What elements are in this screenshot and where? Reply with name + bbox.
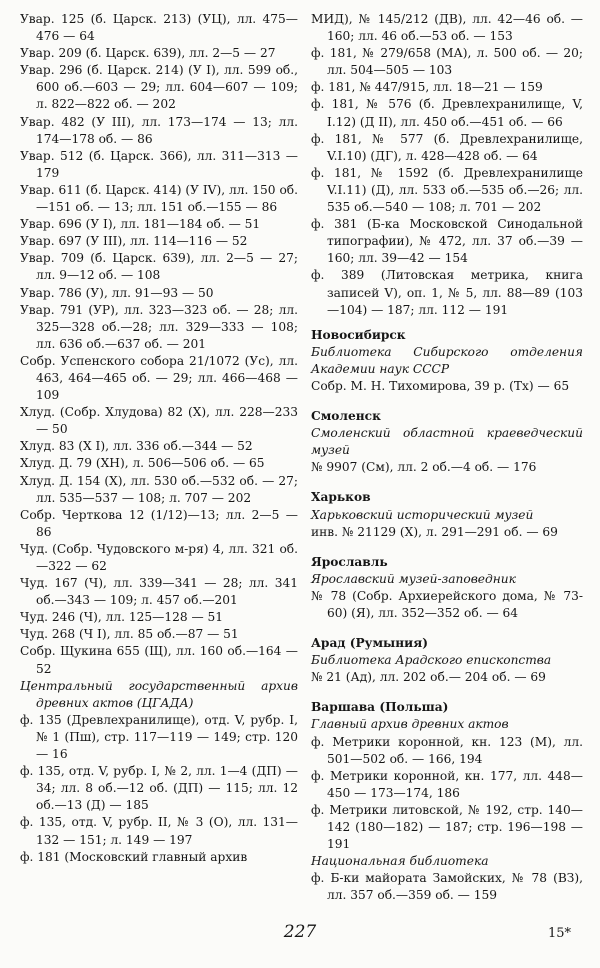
index-entry: Хлуд. Д. 154 (Х), лл. 530 об.—532 об. — 27; лл. 535—537 — 108; л. 707 — 202 [20, 473, 298, 505]
index-entry: Чуд. 268 (Ч I), лл. 85 об.—87 — 51 [20, 627, 239, 642]
index-entry: № 9907 (См), лл. 2 об.—4 об. — 176 [311, 460, 537, 475]
index-entry: Увар. 125 (б. Царск. 213) (УЦ), лл. 475—476 — 64 [20, 12, 298, 44]
index-entry: ф. 181, № 576 (б. Древлехранилище, V, I.12) (Д II), лл. 450 об.—451 об. — 66 [311, 97, 583, 129]
index-entry: Увар. 697 (У III), лл. 114—116 — 52 [20, 234, 248, 249]
city-section [311, 699, 583, 904]
index-entry: ф. 135, отд. V, рубр. II, № 3 (О), лл. 131—132 — 151; л. 149 — 197 [20, 815, 298, 847]
index-entry: ф. 381 (Б-ка Московской Синодальной типографии), № 472, лл. 37 об.—39 — 160; лл. 39—42 — 154 [311, 217, 583, 266]
index-entry: ф. 181, № 577 (б. Древлехранилище, V.I.10) (ДГ), л. 428—428 об. — 64 [311, 131, 583, 163]
index-entry: Собр. М. Н. Тихомирова, 39 р. (Тх) — 65 [311, 378, 570, 393]
city-section [311, 408, 583, 476]
index-entry: Увар. 786 (У), лл. 91—93 — 50 [20, 285, 214, 300]
index-right-column [311, 11, 583, 905]
index-entry: Хлуд. Д. 79 (ХН), л. 506—506 об. — 65 [20, 456, 265, 471]
index-entry: ф. 181, № 1592 (б. Древлехранилище V.I.11) (Д), лл. 533 об.—535 об.—26; лл. 535 об.—540 — 108; л. 701 — 202 [311, 165, 583, 215]
index-entry: ф. Б-ки майората Замойских, № 78 (ВЗ), лл. 357 об.—359 об. — 159 [311, 871, 583, 903]
index-entry: ф. Метрики коронной, кн. 177, лл. 448—450 — 173—174, 186 [311, 768, 583, 800]
index-entry: ф. 389 (Литовская метрика, книга записей V), оп. 1, № 5, лл. 88—89 (103—104) — 187; лл. 112 — 191 [311, 268, 583, 317]
index-entry: Хлуд. (Собр. Хлудова) 82 (Х), лл. 228—233 — 50 [20, 405, 298, 437]
index-entry: ф. 135 (Древлехранилище), отд. V, рубр. I, № 1 (Пш), стр. 117—119 — 149; стр. 120 — 16 [20, 712, 298, 762]
city-heading: Новосибирск [311, 327, 406, 342]
city-section [311, 327, 583, 395]
index-entry: Собр. Черткова 12 (1/12)—13; лл. 2—5 — 86 [20, 507, 298, 539]
archive-entries [20, 712, 298, 866]
index-entry: МИД), № 145/212 (ДВ), лл. 42—46 об. — 160; лл. 46 об.—53 об. — 153 [311, 12, 583, 44]
index-entry: Чуд. (Собр. Чудовского м-ря) 4, лл. 321 об.—322 — 62 [20, 541, 298, 573]
city-section [311, 554, 583, 622]
index-entry: Увар. 611 (б. Царск. 414) (У IV), лл. 150 об.—151 об. — 13; лл. 151 об.—155 — 86 [20, 182, 298, 215]
city-section [311, 635, 583, 686]
city-section [311, 489, 583, 540]
library-name: Харьковский исторический музей [311, 507, 534, 522]
index-entry: Увар. 709 (б. Царск. 639), лл. 2—5 — 27; лл. 9—12 об. — 108 [20, 251, 298, 283]
index-entry: ф. 181, № 279/658 (МА), л. 500 об. — 20; лл. 504—505 — 103 [311, 46, 583, 78]
city-heading: Смоленск [311, 409, 381, 424]
library-name: Смоленский областной краеведческий музей [311, 426, 583, 458]
index-entry: Увар. 791 (УР), лл. 323—323 об. — 28; лл. 325—328 об.—28; лл. 329—333 — 108; лл. 636 об.—637 об. — 201 [20, 302, 298, 351]
city-heading: Арад (Румыния) [311, 636, 428, 651]
index-entry: Чуд. 167 (Ч), лл. 339—341 — 28; лл. 341 об.—343 — 109; л. 457 об.—201 [20, 576, 298, 608]
city-heading: Харьков [311, 490, 371, 505]
library-name: Национальная библиотека [311, 854, 489, 869]
library-name: Библиотека Арадского епископства [311, 653, 552, 668]
index-entry: Увар. 482 (У III), лл. 173—174 — 13; лл. 174—178 об. — 86 [20, 114, 298, 146]
index-entry: Собр. Успенского собора 21/1072 (Ус), лл. 463, 464—465 об. — 29; лл. 466—468 — 109 [20, 353, 298, 403]
index-entry: Увар. 209 (б. Царск. 639), лл. 2—5 — 27 [20, 46, 276, 61]
continued-archive-entries [311, 11, 583, 319]
index-entry: Увар. 512 (б. Царск. 366), лл. 311—313 — 179 [20, 148, 298, 180]
city-heading: Варшава (Польша) [311, 700, 449, 715]
index-entry: ф. Метрики литовской, № 192, стр. 140—142 (180—182) — 187; стр. 196—198 — 191 [311, 802, 583, 852]
index-entry: инв. № 21129 (Х), л. 291—291 об. — 69 [311, 524, 558, 539]
page-number: 227 [283, 922, 317, 942]
manuscript-entries [20, 11, 298, 678]
index-entry: Чуд. 246 (Ч), лл. 125—128 — 51 [20, 610, 224, 625]
library-name: Ярославский музей-заповедник [311, 571, 516, 586]
index-left-column [20, 11, 298, 866]
index-entry: Увар. 696 (У I), лл. 181—184 об. — 51 [20, 217, 261, 232]
library-name: Библиотека Сибирского отделения Академии наук СССР [311, 344, 583, 376]
index-entry: ф. 181 (Московский главный архив [20, 849, 248, 864]
archive-heading: Центральный государственный архив древних актов (ЦГАДА) [20, 678, 298, 710]
index-entry: ф. 181, № 447/915, лл. 18—21 — 159 [311, 80, 543, 95]
index-entry: Собр. Щукина 655 (Щ), лл. 160 об.—164 — 52 [20, 644, 298, 676]
index-entry: Хлуд. 83 (Х I), лл. 336 об.—344 — 52 [20, 439, 253, 454]
library-name: Главный архив древних актов [311, 717, 509, 732]
printer-signature: 15* [548, 926, 572, 941]
index-entry: Увар. 296 (б. Царск. 214) (У I), лл. 599 об., 600 об.—603 — 29; лл. 604—607 — 109; л. 822—822 об. — 202 [20, 63, 298, 112]
index-entry: № 78 (Собр. Архиерейского дома, № 73-60) (Я), лл. 352—352 об. — 64 [311, 588, 583, 620]
index-entry: ф. 135, отд. V, рубр. I, № 2, лл. 1—4 (ДП) — 34; лл. 8 об.—12 об. (ДП) — 115; лл. 12 об.—13 (Д) — 185 [20, 764, 298, 813]
index-entry: ф. Метрики коронной, кн. 123 (М), лл. 501—502 об. — 166, 194 [311, 734, 583, 766]
city-heading: Ярославль [311, 554, 388, 569]
index-entry: № 21 (Ад), лл. 202 об.— 204 об. — 69 [311, 670, 546, 685]
city-sections [311, 327, 583, 905]
